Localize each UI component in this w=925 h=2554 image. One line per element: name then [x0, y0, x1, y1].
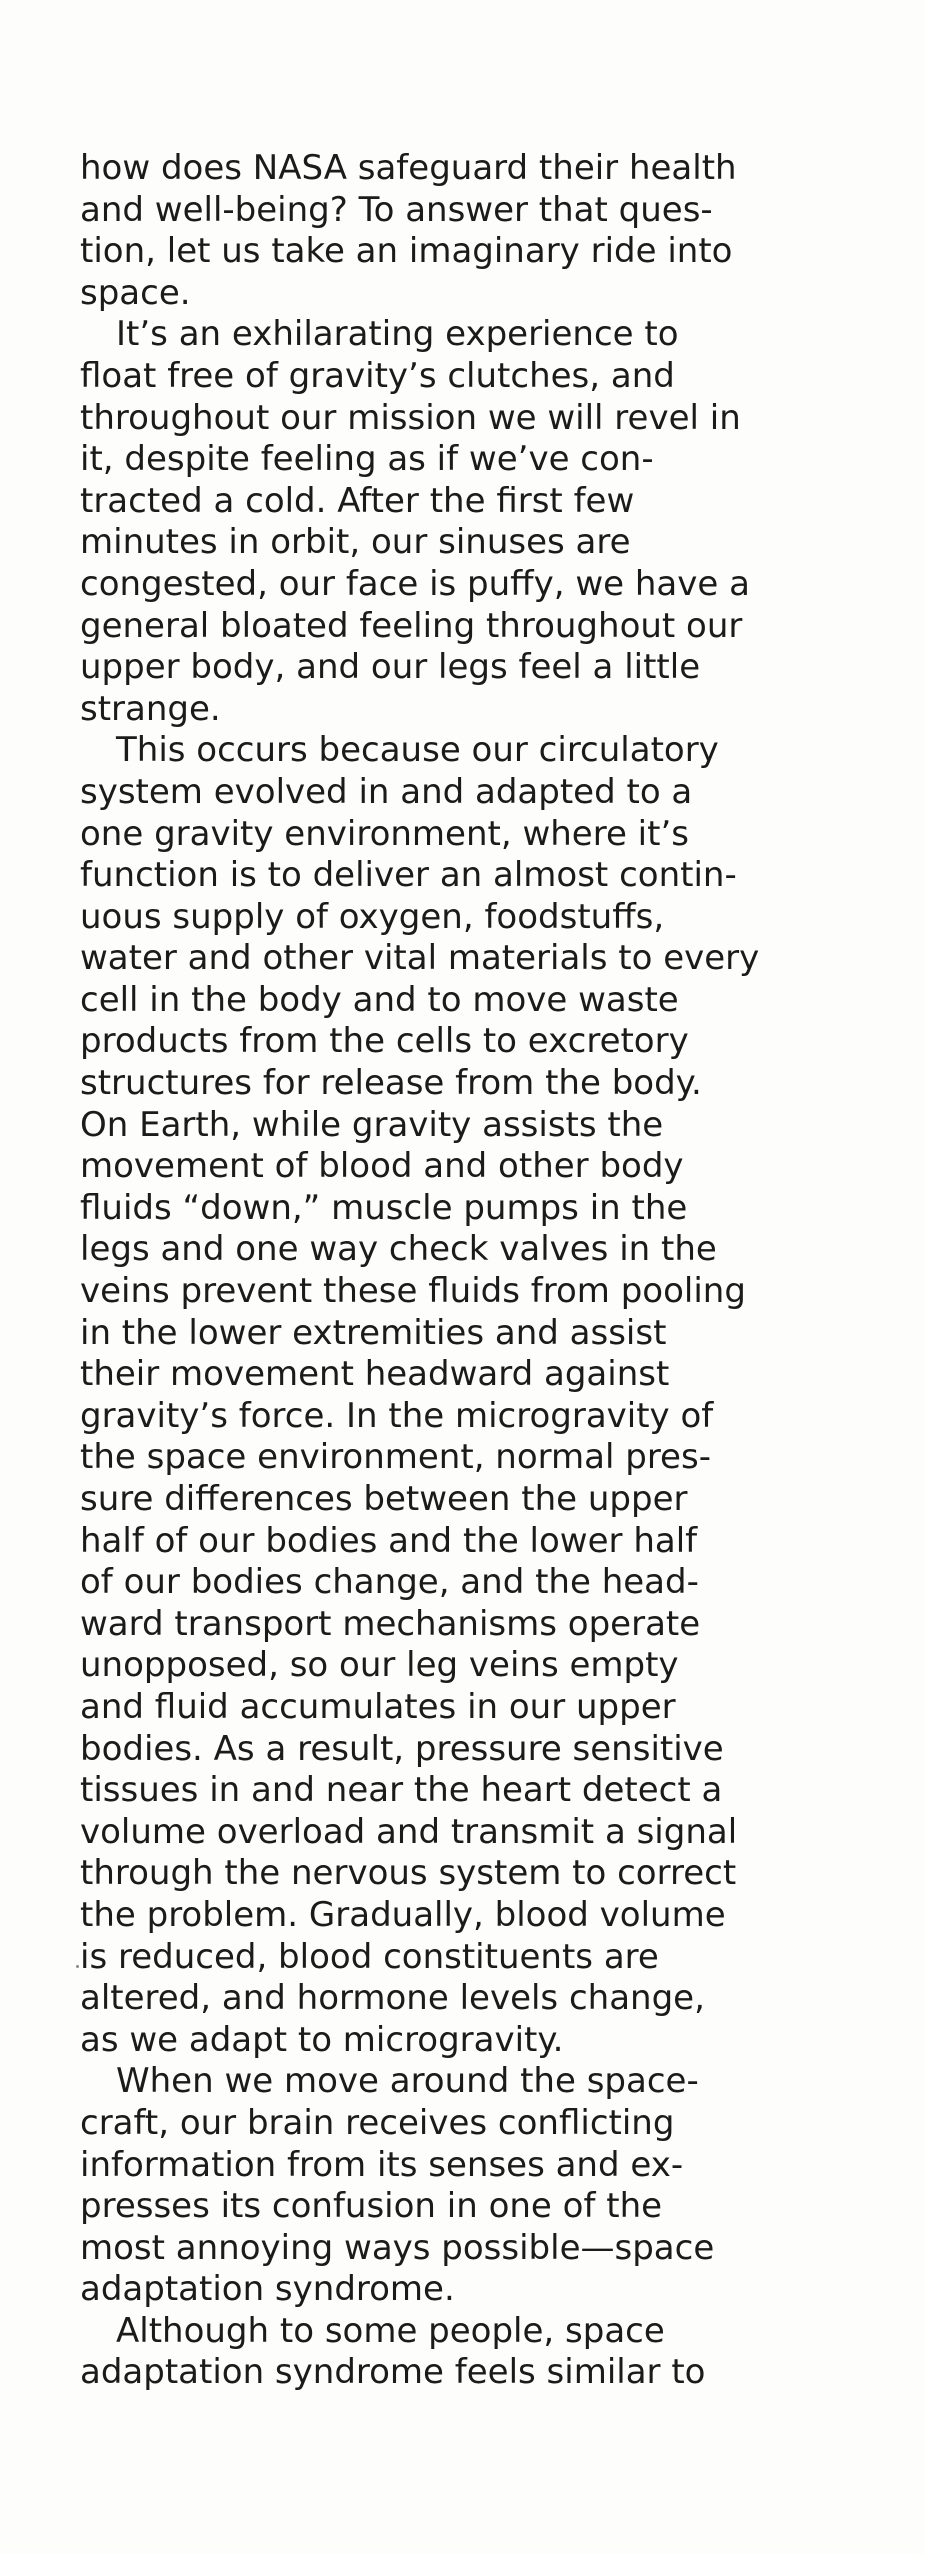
- text-line: function is to deliver an almost contin-: [80, 855, 737, 896]
- text-line: legs and one way check valves in the: [80, 1229, 717, 1270]
- text-line: altered, and hormone levels change,: [80, 1978, 705, 2019]
- text-line: general bloated feeling throughout our: [80, 605, 743, 646]
- text-line: unopposed, so our leg veins empty: [80, 1645, 679, 1686]
- text-line: volume overload and transmit a signal: [80, 1811, 738, 1852]
- text-line: the problem. Gradually, blood volume: [80, 1894, 726, 1935]
- text-line: On Earth, while gravity assists the: [80, 1104, 664, 1145]
- text-line: in the lower extremities and assist: [80, 1312, 667, 1353]
- text-line: ward transport mechanisms operate: [80, 1603, 701, 1644]
- paragraph-intro: [80, 148, 800, 314]
- paragraph-circulatory-system: [80, 730, 800, 2061]
- text-line: upper body, and our legs feel a little: [80, 647, 701, 688]
- text-line: space.: [80, 272, 191, 313]
- text-line: uous supply of oxygen, foodstuffs,: [80, 896, 665, 937]
- text-line: one gravity environment, where it’s: [80, 813, 689, 854]
- text-line: float free of gravity’s clutches, and: [80, 355, 675, 396]
- text-line: congested, our face is puffy, we have a: [80, 563, 750, 604]
- text-line: the space environment, normal pres-: [80, 1437, 711, 1478]
- text-line: it, despite feeling as if we’ve con-: [80, 439, 654, 480]
- paragraph-spacecraft-movement: [80, 2061, 800, 2311]
- paragraph-weightlessness: [80, 314, 800, 730]
- text-line: through the nervous system to correct: [80, 1853, 737, 1894]
- text-line: products from the cells to excretory: [80, 1021, 689, 1062]
- text-line: most annoying ways possible—space: [80, 2227, 715, 2268]
- text-line: cell in the body and to move waste: [80, 979, 679, 1020]
- text-line: craft, our brain receives conflicting: [80, 2102, 675, 2143]
- text-line: gravity’s force. In the microgravity of: [80, 1395, 714, 1436]
- text-line: as we adapt to microgravity.: [80, 2019, 564, 2060]
- text-line: system evolved in and adapted to a: [80, 771, 693, 812]
- text-line: It’s an exhilarating experience to: [116, 314, 679, 355]
- text-line: adaptation syndrome.: [80, 2269, 455, 2310]
- text-line: Although to some people, space: [116, 2310, 665, 2351]
- print-speck: [76, 1965, 79, 1968]
- text-line: This occurs because our circulatory: [116, 730, 719, 771]
- text-line: water and other vital materials to every: [80, 938, 760, 979]
- text-line: how does NASA safeguard their health: [80, 148, 737, 188]
- text-line: adaptation syndrome feels similar to: [80, 2352, 706, 2393]
- text-line: movement of blood and other body: [80, 1146, 684, 1187]
- text-line: fluids “down,” muscle pumps in the: [80, 1187, 688, 1228]
- text-line: veins prevent these fluids from pooling: [80, 1271, 746, 1312]
- text-line: bodies. As a result, pressure sensitive: [80, 1728, 724, 1769]
- text-column: [80, 148, 800, 2394]
- text-line: information from its senses and ex-: [80, 2144, 684, 2185]
- text-line: strange.: [80, 688, 221, 729]
- text-line: throughout our mission we will revel in: [80, 397, 741, 438]
- text-line: sure differences between the upper: [80, 1479, 688, 1519]
- text-line: tion, let us take an imaginary ride into: [80, 231, 733, 272]
- text-line: structures for release from the body.: [80, 1063, 702, 1104]
- paragraph-adaptation-syndrome: [80, 2311, 800, 2394]
- text-line: and fluid accumulates in our upper: [80, 1686, 676, 1727]
- text-line: presses its confusion in one of the: [80, 2186, 663, 2227]
- text-line: minutes in orbit, our sinuses are: [80, 522, 631, 563]
- text-line: tissues in and near the heart detect a: [80, 1770, 723, 1811]
- text-line: half of our bodies and the lower half: [80, 1520, 698, 1561]
- text-line: is reduced, blood constituents are: [80, 1936, 659, 1977]
- text-line: tracted a cold. After the first few: [80, 480, 635, 521]
- text-line: of our bodies change, and the head-: [80, 1562, 699, 1603]
- text-line: When we move around the space-: [116, 2061, 699, 2102]
- text-line: and well-being? To answer that ques-: [80, 189, 713, 230]
- text-line: their movement headward against: [80, 1354, 670, 1395]
